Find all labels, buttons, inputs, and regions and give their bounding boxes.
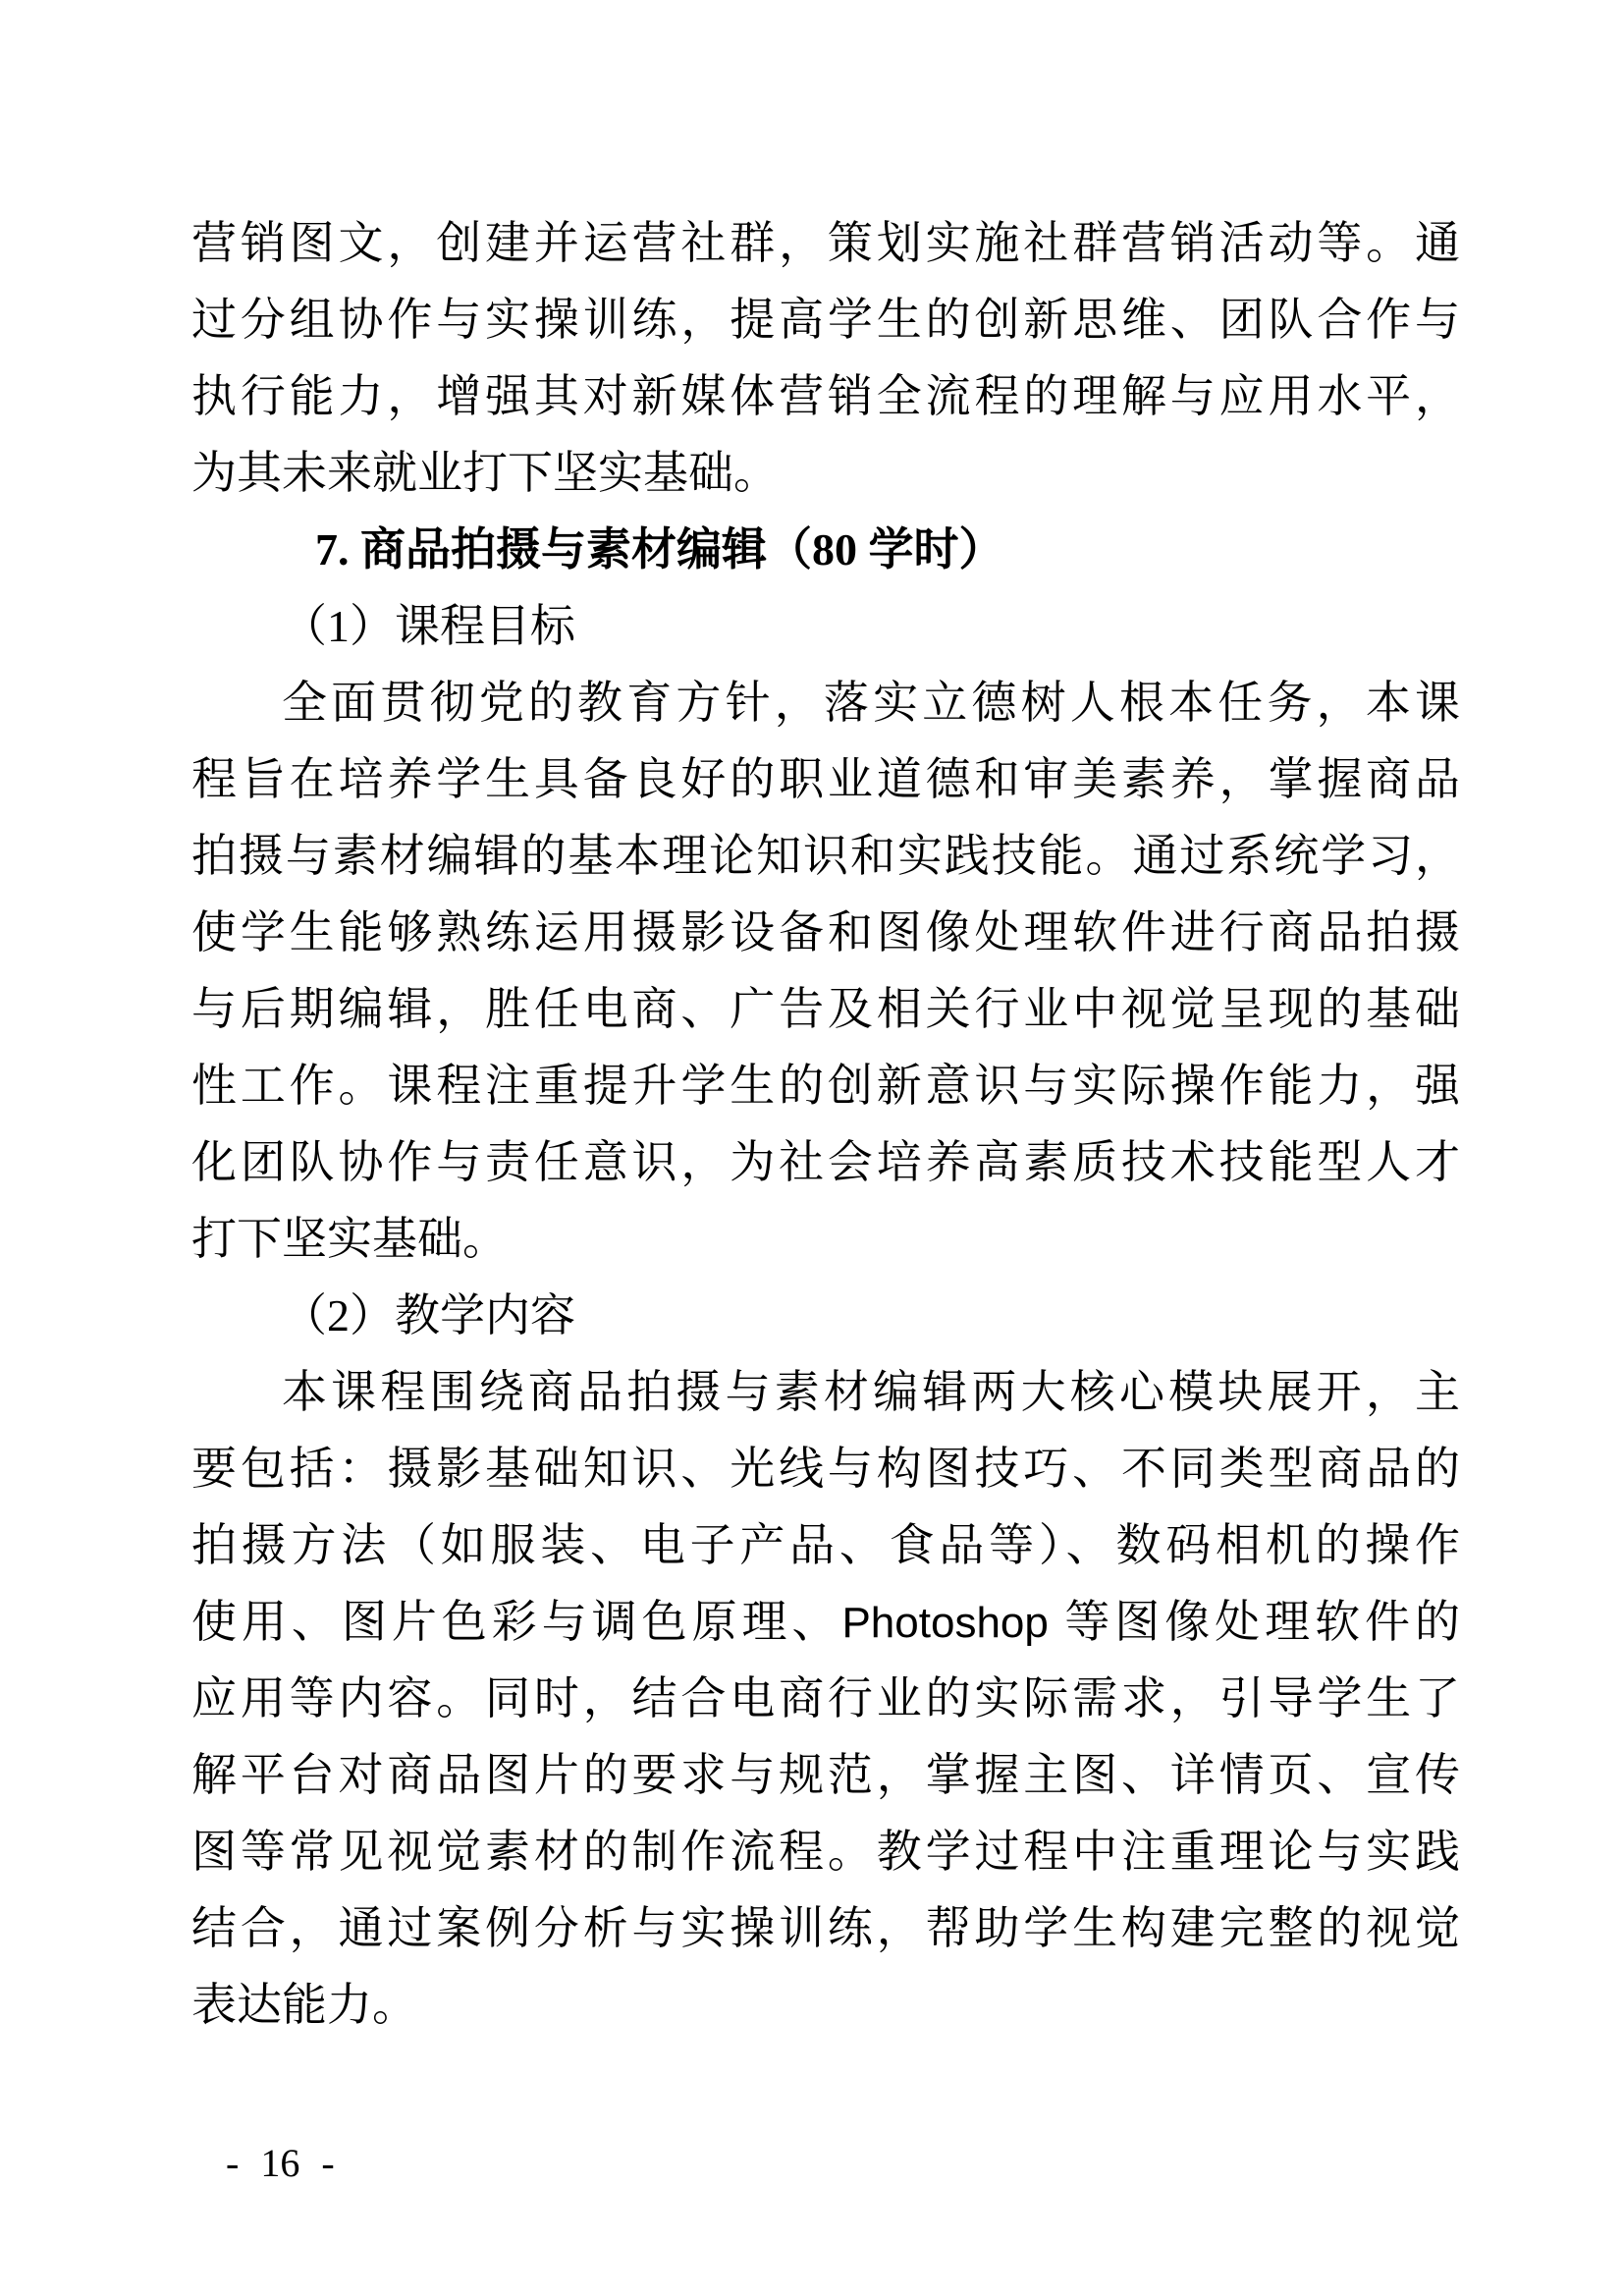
text-line: 执行能力，增强其对新媒体营销全流程的理解与应用水平， bbox=[191, 371, 1460, 421]
paragraph bbox=[191, 665, 1460, 1278]
latin-text: Photoshop bbox=[841, 1599, 1049, 1647]
text-line: 图等常见视觉素材的制作流程。教学过程中注重理论与实践 bbox=[191, 1827, 1460, 1877]
text-line: 使学生能够熟练运用摄影设备和图像处理软件进行商品拍摄 bbox=[191, 907, 1460, 957]
text-line: 本课程围绕商品拍摄与素材编辑两大核心模块展开，主 bbox=[282, 1367, 1460, 1417]
document-body bbox=[191, 205, 1460, 2044]
text-line: 为其未来就业打下坚实基础。 bbox=[191, 448, 779, 498]
text-line bbox=[191, 1584, 1460, 1661]
paragraph bbox=[191, 205, 1460, 512]
section-heading: 7. 商品拍摄与素材编辑（80 学时） bbox=[315, 524, 1004, 574]
text-line: 营销图文，创建并运营社群，策划实施社群营销活动等。通 bbox=[191, 218, 1460, 268]
text-line: 要包括：摄影基础知识、光线与构图技巧、不同类型商品的 bbox=[191, 1444, 1460, 1494]
text-line: 结合，通过案例分析与实操训练，帮助学生构建完整的视觉 bbox=[191, 1903, 1460, 1953]
cjk-text: 使用、图片色彩与调色原理、 bbox=[191, 1597, 842, 1647]
text-line: 应用等内容。同时，结合电商行业的实际需求，引导学生了 bbox=[191, 1673, 1460, 1723]
text-line: 程旨在培养学生具备良好的职业道德和审美素养，掌握商品 bbox=[191, 754, 1460, 804]
paragraph bbox=[191, 1354, 1460, 2044]
text-line: 全面贯彻党的教育方针，落实立德树人根本任务，本课 bbox=[282, 678, 1460, 728]
text-line: 拍摄方法（如服装、电子产品、食品等）、数码相机的操作 bbox=[191, 1520, 1460, 1570]
text-line: 与后期编辑，胜任电商、广告及相关行业中视觉呈现的基础 bbox=[191, 984, 1460, 1034]
page-number: - 16 - bbox=[226, 2141, 335, 2185]
cjk-text: 等图像处理软件的 bbox=[1048, 1597, 1460, 1647]
sub-section-label: （2）教学内容 bbox=[282, 1290, 575, 1340]
text-line: 过分组协作与实操训练，提高学生的创新思维、团队合作与 bbox=[191, 295, 1460, 345]
text-line: 性工作。课程注重提升学生的创新意识与实际操作能力，强 bbox=[191, 1061, 1460, 1111]
text-line: 拍摄与素材编辑的基本理论知识和实践技能。通过系统学习， bbox=[191, 831, 1460, 881]
text-line: 表达能力。 bbox=[191, 1980, 417, 2030]
text-line: 化团队协作与责任意识，为社会培养高素质技术技能型人才 bbox=[191, 1137, 1460, 1187]
text-line: 解平台对商品图片的要求与规范，掌握主图、详情页、宣传 bbox=[191, 1750, 1460, 1800]
text-line: 打下坚实基础。 bbox=[191, 1214, 508, 1264]
sub-section-label: （1）课程目标 bbox=[282, 601, 575, 651]
